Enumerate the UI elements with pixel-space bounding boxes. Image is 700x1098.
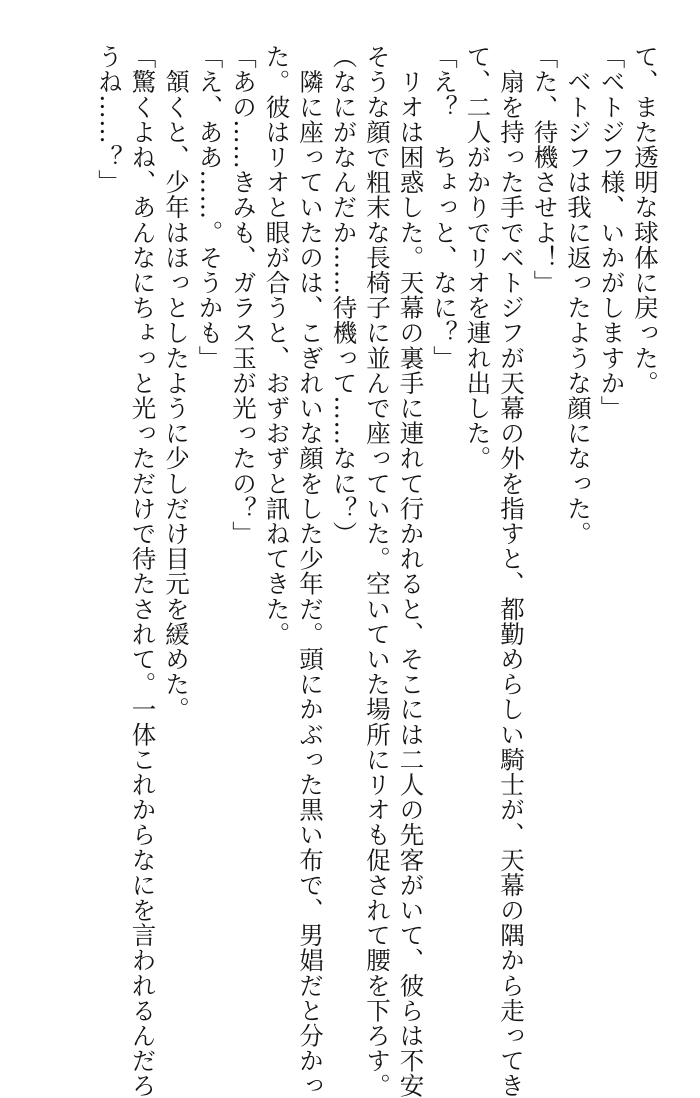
text-line-15: 頷くと、少年はほっとしたように少しだけ目元を緩めた。: [162, 44, 191, 722]
text-line-7: 「え？ ちょっと、なに？」: [430, 44, 459, 371]
vertical-text-body: [93, 44, 663, 1098]
text-line-9: そうな顔で粗末な長椅子に並んで座っていた。空いていた場所にリオも促されて腰を下ろす。: [363, 44, 392, 1098]
text-line-11: 隣に座っていたのは、こぎれいな顔をした少年だ。頭にかぶった黒い布で、男娼だと分かっ: [296, 44, 325, 1098]
text-line-13: 「あの……きみも、ガラス玉が光ったの？」: [229, 44, 258, 546]
text-line-10: （なにがなんだか……待機って……なに？）: [329, 44, 359, 546]
text-line-14: 「え、ああ……。そうかも」: [195, 44, 225, 371]
text-line-17: うね……？」: [95, 44, 124, 195]
text-line-3: ベトジフは我に返ったような顔になった。: [564, 44, 593, 546]
text-line-5: 扇を持った手でベトジフが天幕の外を指すと、都勤めらしい騎士が、天幕の隅から走ってき: [497, 44, 526, 1098]
text-line-12: た。彼はリオと眼が合うと、おずおずと訊ねてきた。: [262, 44, 292, 647]
text-line-2: 「ベトジフ様、いかがしますか」: [597, 44, 627, 421]
text-line-8: リオは困惑した。天幕の裏手に連れて行かれると、そこには二人の先客がいて、彼らは不安: [396, 44, 426, 1098]
text-line-6: て、二人がかりでリオを連れ出した。: [463, 44, 493, 471]
text-line-1: て、また透明な球体に戻った。: [631, 44, 660, 396]
text-line-16: 「驚くよね、あんなにちょっと光っただけで待たされて。一体これからなにを言われるんだろ: [128, 44, 158, 1098]
text-line-4: 「た、待機させよ！」: [530, 44, 560, 295]
